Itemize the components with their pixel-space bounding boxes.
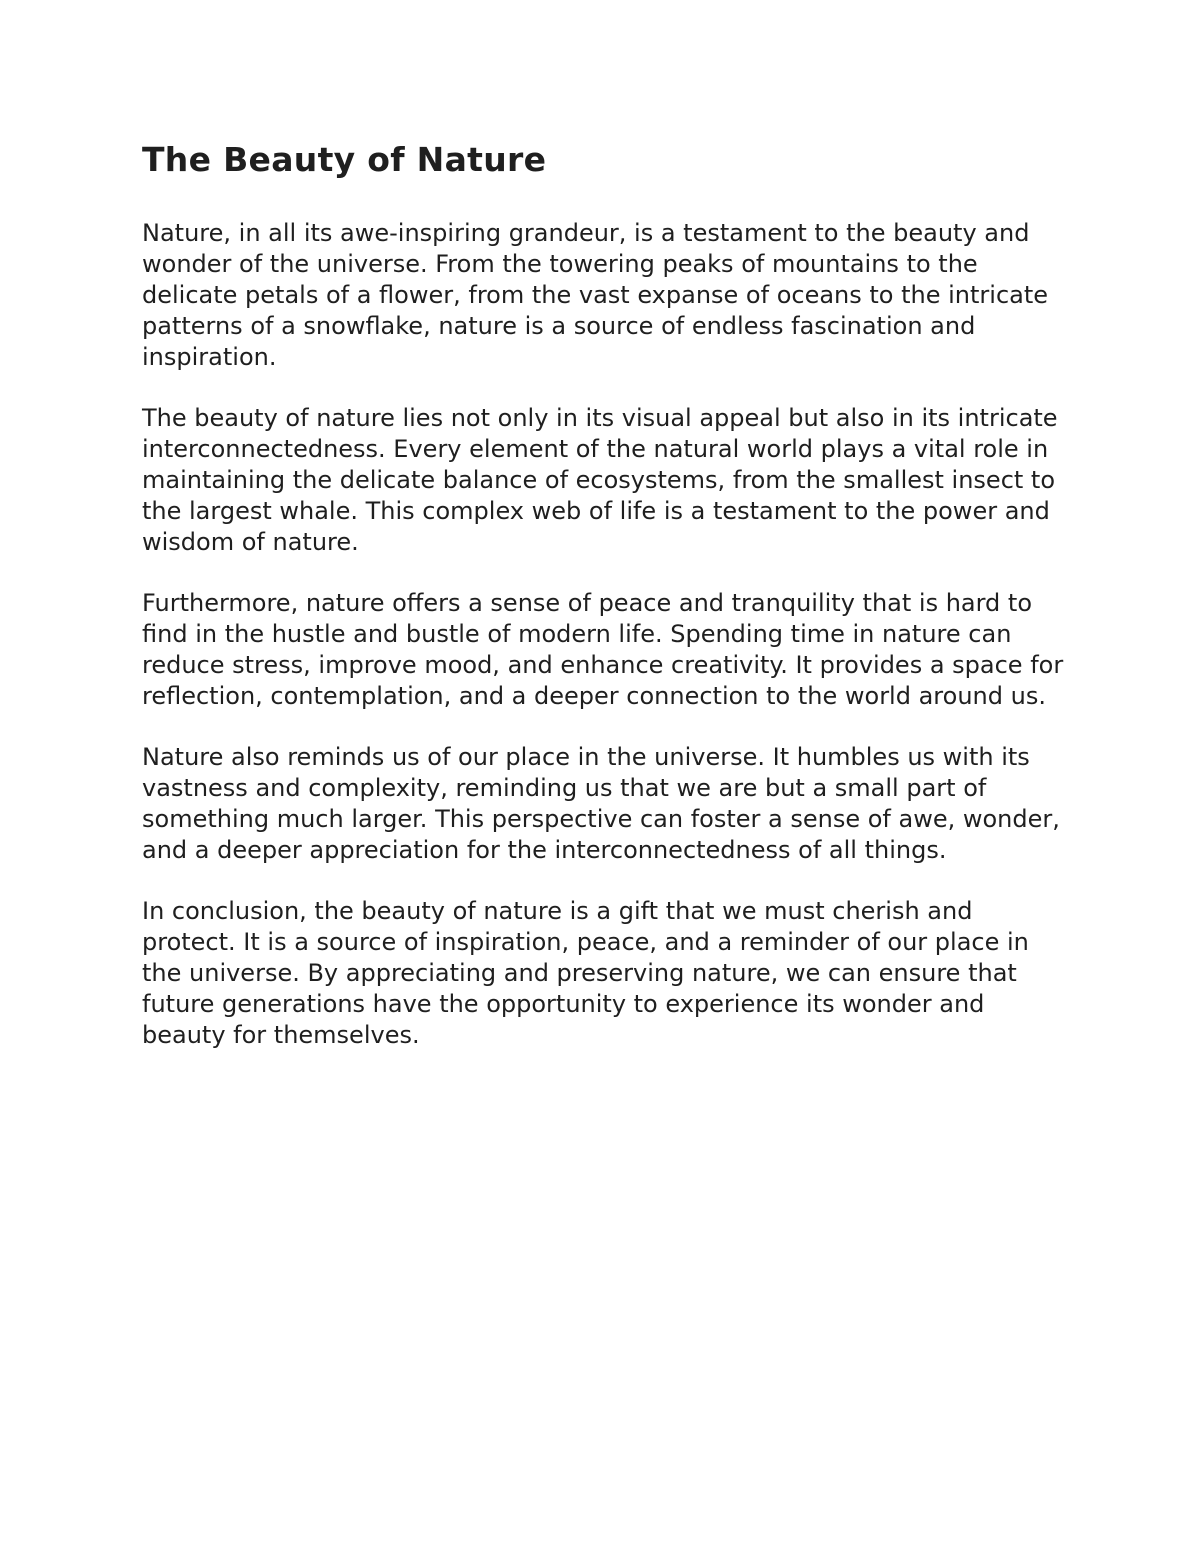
paragraph-1: Nature, in all its awe-inspiring grandeur, is a testament to the beauty and wonder of the universe. From the towering peaks of mountains to the delicate petals of a flower, from the vast expanse of oceans to the intricate patterns of a snowflake, nature is a source of endless fascination and inspiration. xyxy=(142,219,1049,371)
paragraph-4: Nature also reminds us of our place in the universe. It humbles us with its vastness and complexity, reminding us that we are but a small part of something much larger. This perspective can foster a sense of awe, wonder, and a deeper appreciation for the interconnectedness of all things. xyxy=(142,743,1060,864)
document-title: The Beauty of Nature xyxy=(142,140,547,179)
paragraph-2: The beauty of nature lies not only in its visual appeal but also in its intricate interconnectedness. Every element of the natural world plays a vital role in maintaining the delicate balance of ecosystems, from the smallest insect to the largest whale. This complex web of life is a testament to the power and wisdom of nature. xyxy=(142,404,1058,556)
paragraph-3: Furthermore, nature offers a sense of peace and tranquility that is hard to find in the hustle and bustle of modern life. Spending time in nature can reduce stress, improve mood, and enhance creativity. It provides a space for reflection, contemplation, and a deeper connection to the world around us. xyxy=(142,589,1064,710)
document-body xyxy=(142,138,1072,1081)
paragraph-5: In conclusion, the beauty of nature is a gift that we must cherish and protect. It is a source of inspiration, peace, and a reminder of our place in the universe. By appreciating and preserving nature, we can ensure that future generations have the opportunity to experience its wonder and beauty for themselves. xyxy=(142,897,1029,1049)
